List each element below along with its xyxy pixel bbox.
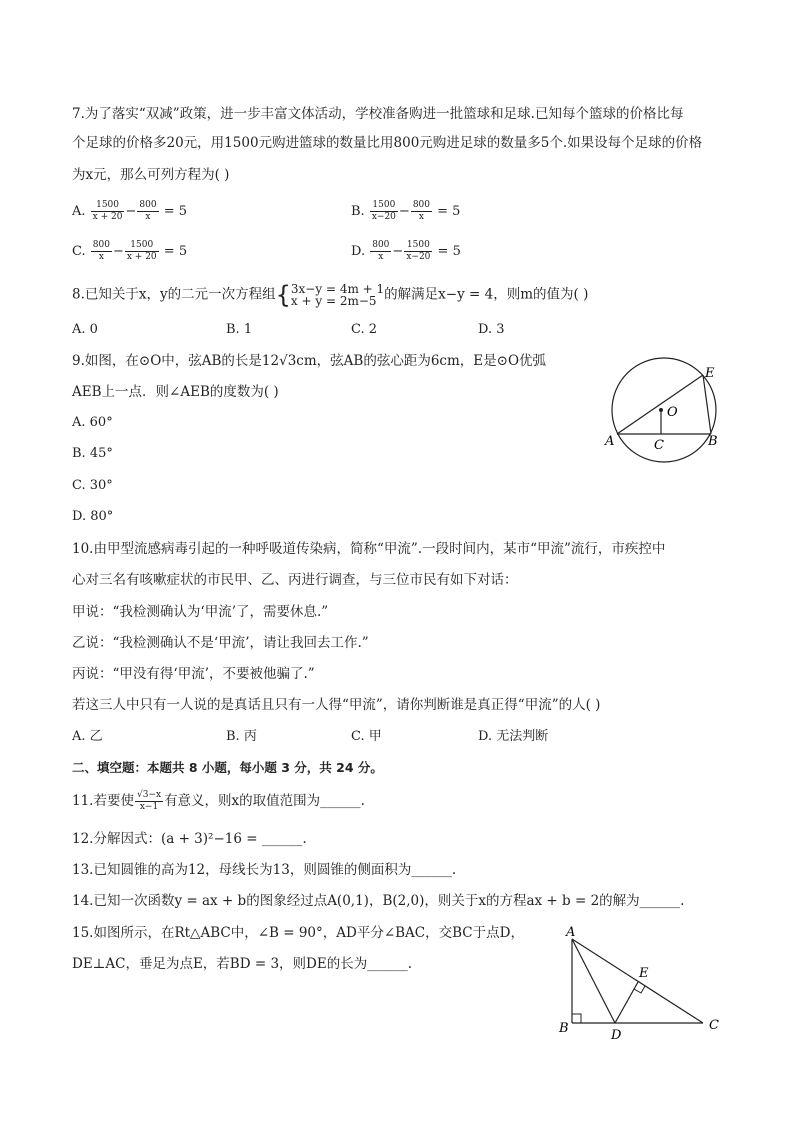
fraction: $\frac{1500}{x + 20}$ <box>126 240 157 262</box>
option-label: B. <box>351 204 365 219</box>
q7-line-3: 为x元，那么可列方程为( ) <box>72 167 230 183</box>
q9-line-1: 9.如图，在⊙O中，弦AB的长是12√3cm，弦AB的弦心距为6cm，E是⊙O优弧 <box>72 353 547 369</box>
q10-line-1: 10.由甲型流感病毒引起的一种呼吸道传染病，简称“甲流”.一段时间内，某市“甲流”流行，市疾控中 <box>72 541 666 557</box>
fraction: $\frac{1500}{x + 20}$ <box>92 200 123 222</box>
label-a: A <box>605 434 615 449</box>
q10-option-c[interactable]: C. 甲 <box>351 729 382 744</box>
fraction: $\frac{1500}{x-20}$ <box>406 240 431 262</box>
label-e: E <box>705 366 715 381</box>
equation-system: 3x−y = 4m + 1 x + y = 2m−5 <box>290 282 385 308</box>
q10-option-b[interactable]: B. 丙 <box>226 729 257 744</box>
q7-line-1: 7.为了落实“双减”政策，进一步丰富文体活动，学校准备购进一批篮球和足球.已知每个篮球的价格比每 <box>72 106 684 122</box>
q9-circle-figure <box>600 355 730 470</box>
label-c: C <box>654 438 664 453</box>
fraction: $\frac{1500}{x-20}$ <box>371 200 396 222</box>
q10-line-2: 心对三名有咳嗽症状的市民甲、乙、丙进行调查，与三位市民有如下对话： <box>72 572 518 588</box>
option-label: A. <box>72 204 86 219</box>
q15-line-2: DE⊥AC，垂足为点E，若BD = 3，则DE的长为______. <box>72 956 413 972</box>
label-e: E <box>639 966 649 981</box>
circle-o <box>612 358 716 462</box>
side-ac <box>572 939 703 1023</box>
fraction: $\frac{800}{x}$ <box>92 240 110 262</box>
label-a: A <box>566 925 576 940</box>
q7-option-c[interactable]: C. $\frac{800}{x}$ − $\frac{1500}{x + 20}$ = 5 <box>72 240 188 262</box>
q10-line-5: 丙说：“甲没有得‘甲流’，不要被他骗了.” <box>72 666 315 682</box>
q9-option-b[interactable]: B. 45° <box>72 446 113 461</box>
bisector-ad <box>572 939 615 1023</box>
q10-line-6: 若这三人中只有一人说的是真话且只有一人得“甲流”，请你判断谁是真正得“甲流”的人( ) <box>72 697 601 713</box>
q14-stem: 14.已知一次函数y = ax + b的图象经过点A(0,1)，B(2,0)，则关于x的方程ax + b = 2的解为______. <box>72 893 685 909</box>
right-angle-b <box>572 1014 581 1023</box>
q15-line-1: 15.如图所示，在Rt△ABC中，∠B = 90°，AD平分∠BAC，交BC于点D， <box>72 925 524 941</box>
q10-line-3: 甲说：“我检测确认为‘甲流’了，需要休息.” <box>72 604 329 620</box>
q10-line-4: 乙说：“我检测确认不是‘甲流’，请让我回去工作.” <box>72 635 369 651</box>
q8-stem: 8.已知关于x，y的二元一次方程组{ 3x−y = 4m + 1 x + y = 2m−5 的解满足x−y = 4，则m的值为( ) <box>72 281 589 309</box>
label-b: B <box>708 434 718 449</box>
option-label: C. <box>72 244 86 259</box>
fraction: $\frac{800}{x}$ <box>372 240 390 262</box>
option-label: D. <box>351 244 366 259</box>
center-point <box>659 408 663 412</box>
q11-stem: 11.若要使 $\frac{√3-x}{x-1}$ 有意义，则x的取值范围为______. <box>72 790 365 812</box>
label-c: C <box>709 1018 719 1033</box>
fraction: $\frac{800}{x}$ <box>139 200 157 222</box>
q8-option-a[interactable]: A. 0 <box>72 322 98 337</box>
q13-stem: 13.已知圆锥的高为12，母线长为13，则圆锥的侧面积为______. <box>72 862 457 878</box>
perpendicular-de <box>615 982 638 1023</box>
q9-option-a[interactable]: A. 60° <box>72 415 113 430</box>
chord-ae <box>617 375 703 434</box>
q7-line-2: 个足球的价格多20元，用1500元购进篮球的数量比用800元购进足球的数量多5个.如果设每个足球的价格 <box>72 135 703 151</box>
q8-option-c[interactable]: C. 2 <box>351 322 378 337</box>
q7-option-d[interactable]: D. $\frac{800}{x}$ − $\frac{1500}{x-20}$ = 5 <box>351 240 461 262</box>
q8-option-d[interactable]: D. 3 <box>478 322 505 337</box>
q8-option-b[interactable]: B. 1 <box>226 322 253 337</box>
q9-option-c[interactable]: C. 30° <box>72 478 113 493</box>
fraction: $\frac{800}{x}$ <box>412 200 430 222</box>
q10-option-d[interactable]: D. 无法判断 <box>478 729 549 744</box>
label-b: B <box>559 1021 569 1036</box>
q15-triangle-figure <box>555 925 730 1045</box>
q9-line-2: AEB上一点．则∠AEB的度数为( ) <box>72 384 279 400</box>
label-d: D <box>611 1028 622 1043</box>
fraction: $\frac{√3-x}{x-1}$ <box>136 790 162 812</box>
chord-eb <box>703 375 711 434</box>
q7-option-b[interactable]: B. $\frac{1500}{x-20}$ − $\frac{800}{x}$ = 5 <box>351 200 461 222</box>
q7-option-a[interactable]: A. $\frac{1500}{x + 20}$ − $\frac{800}{x}$ = 5 <box>72 200 187 222</box>
q10-option-a[interactable]: A. 乙 <box>72 729 103 744</box>
q12-stem: 12.分解因式：(a + 3)²−16 = ______. <box>72 831 307 847</box>
q9-option-d[interactable]: D. 80° <box>72 509 114 524</box>
section-2-heading: 二、填空题：本题共 8 小题，每小题 3 分，共 24 分。 <box>72 760 383 775</box>
label-o: O <box>667 405 678 420</box>
